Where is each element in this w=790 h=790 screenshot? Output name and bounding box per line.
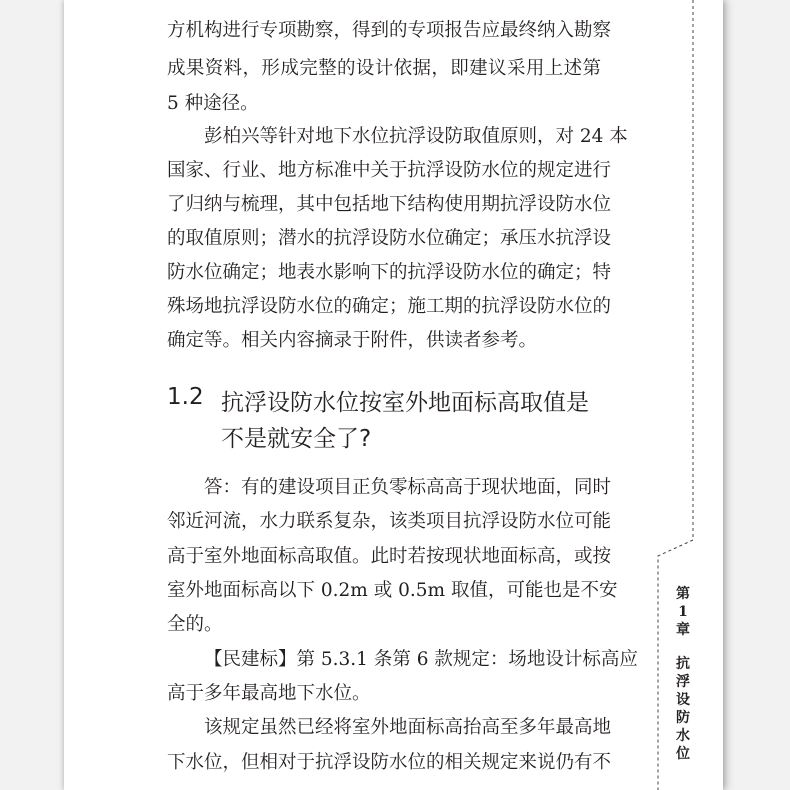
paragraph-line: 室外地面标高以下 0.2m 或 0.5m 取值，可能也是不安 [167,580,618,601]
section-number: 1.2 [167,384,204,410]
paragraph-line: 答：有的建设项目正负零标高高于现状地面，同时 [204,477,612,498]
chapter-tab-char: 抗 [676,656,690,672]
paragraph-line: 该规定虽然已经将室外地面标高抬高至多年最高地 [204,717,612,738]
paragraph-line: 【民建标】第 5.3.1 条第 6 款规定：场地设计标高应 [204,649,638,670]
chapter-tab-char: 水 [676,728,690,744]
paragraph-line: 的取值原则；潜水的抗浮设防水位确定；承压水抗浮设 [167,228,612,249]
paragraph-line: 高于多年最高地下水位。 [167,683,371,704]
chapter-tab-char: 位 [676,746,690,762]
chapter-tab-char: 第 [676,586,690,602]
section-title-line1: 抗浮设防水位按室外地面标高取值是 [221,390,589,416]
chapter-tab-char: 浮 [676,674,690,690]
paragraph-line: 确定等。相关内容摘录于附件，供读者参考。 [167,330,538,351]
section-title-line2: 不是就安全了? [221,426,372,452]
paragraph-line: 了归纳与梳理，其中包括地下结构使用期抗浮设防水位 [167,194,612,215]
paragraph-line: 全的。 [167,614,223,635]
paragraph-line: 高于室外地面标高取值。此时若按现状地面标高，或按 [167,546,612,567]
paragraph-line: 防水位确定；地表水影响下的抗浮设防水位的确定；特 [167,262,612,283]
paragraph-line: 殊场地抗浮设防水位的确定；施工期的抗浮设防水位的 [167,296,612,317]
paragraph-line: 下水位，但相对于抗浮设防水位的相关规定来说仍有不 [167,752,612,773]
paragraph-line: 成果资料，形成完整的设计依据，即建议采用上述第 [167,58,601,79]
paragraph-line: 方机构进行专项勘察，得到的专项报告应最终纳入勘察 [167,20,612,41]
paragraph-line: 彭柏兴等针对地下水位抗浮设防取值原则，对 24 本 [204,126,628,147]
chapter-tab-char: 1 [678,604,688,620]
paragraph-line: 邻近河流，水力联系复杂，该类项目抗浮设防水位可能 [167,511,612,532]
chapter-tab-char: 章 [676,622,690,638]
paragraph-line: 国家、行业、地方标准中关于抗浮设防水位的规定进行 [167,160,612,181]
chapter-tab-char: 设 [676,692,690,708]
chapter-tab-char: 防 [676,710,690,726]
paragraph-line: 5 种途径。 [167,93,259,114]
